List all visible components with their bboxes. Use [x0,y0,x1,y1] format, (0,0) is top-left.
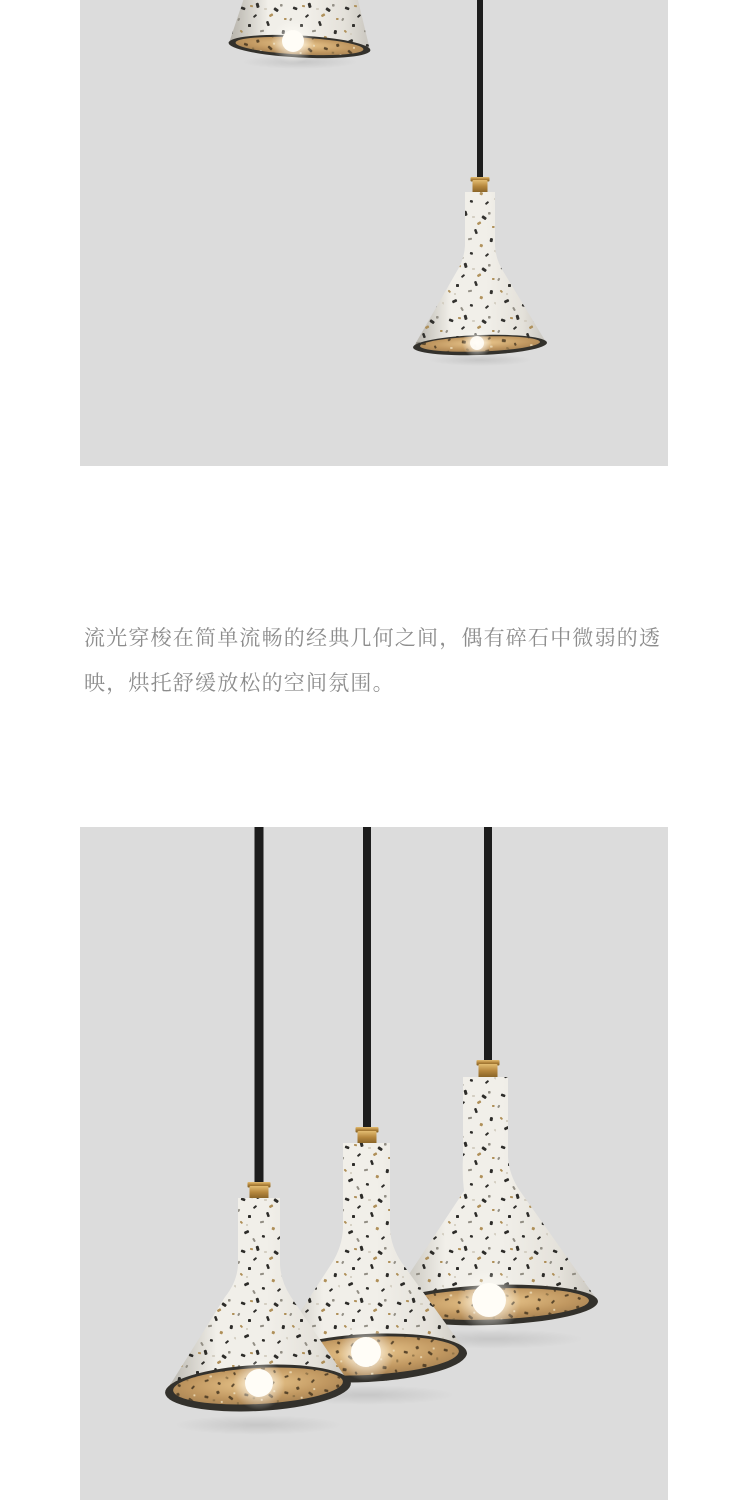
bulb [351,1337,381,1367]
brass-fitting [250,1186,269,1200]
pendant-lamp [413,0,548,366]
brass-fitting [473,180,488,194]
photo-bottom-canvas [80,827,668,1500]
lamp-cord [255,827,264,1184]
photo-top-canvas [80,0,668,466]
product-photo-top [80,0,668,466]
brass-fitting [479,1064,498,1079]
pendant-lamp-partial [228,0,371,69]
lamp-cord [477,0,483,180]
bulb [282,30,304,52]
bulb [472,1283,506,1317]
lamp-soft-shadow [174,1415,342,1435]
brass-fitting [358,1131,377,1145]
product-photo-bottom [80,827,668,1500]
lamp-cord [363,827,371,1129]
bulb [245,1369,273,1397]
lamp-cord [484,827,492,1062]
product-description: 流光穿梭在简单流畅的经典几何之间，偶有碎石中微弱的透映，烘托舒缓放松的空间氛围。 [84,627,662,695]
pendant-lamp-right [385,827,598,1349]
bulb [470,336,484,350]
